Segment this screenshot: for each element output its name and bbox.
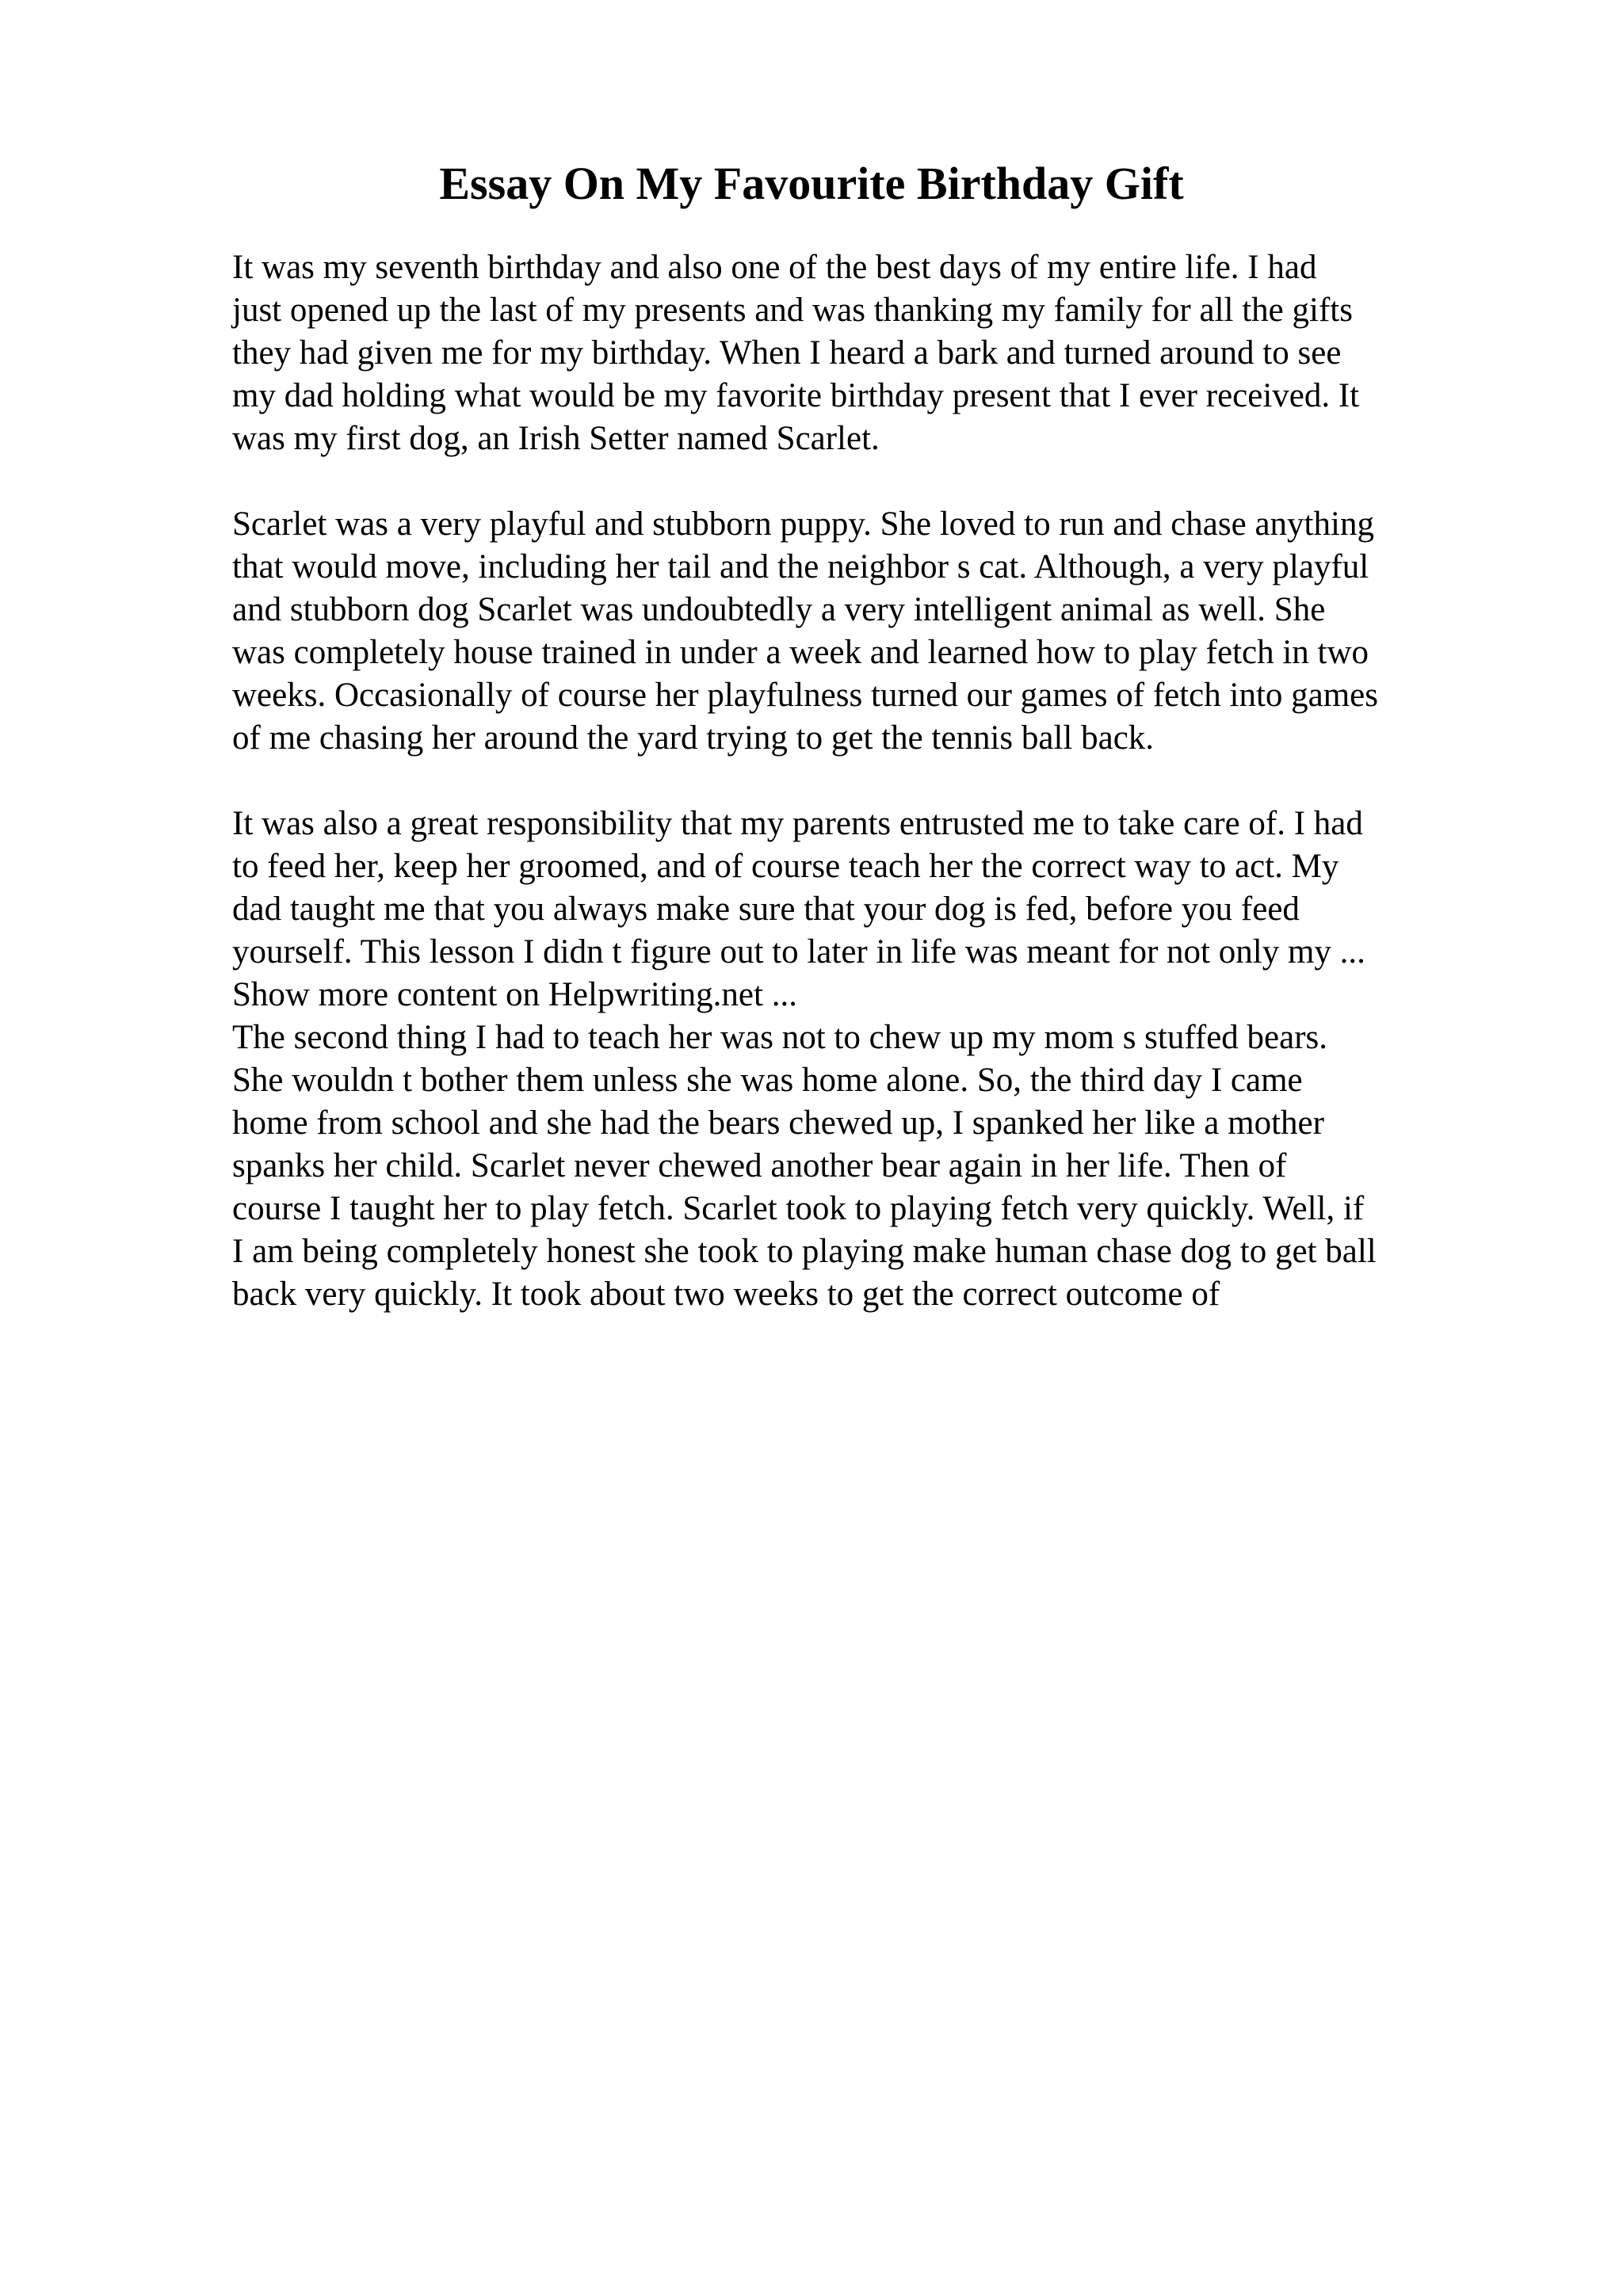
text-line: Scarlet was a very playful and stubborn puppy. She loved to run and chase anything — [232, 505, 1374, 543]
text-line: was my first dog, an Irish Setter named Scarlet. — [232, 420, 880, 457]
text-line: It was also a great responsibility that my parents entrusted me to take care of. I had — [232, 805, 1363, 842]
show-more-line: Show more content on Helpwriting.net ... — [232, 976, 797, 1013]
paragraph-gap — [232, 460, 1516, 503]
text-line: they had given me for my birthday. When I heard a bark and turned around to see — [232, 334, 1342, 372]
text-line: to feed her, keep her groomed, and of course teach her the correct way to act. My — [232, 848, 1339, 885]
text-line: It was my seventh birthday and also one of the best days of my entire life. I had — [232, 249, 1317, 286]
text-line: just opened up the last of my presents and was thanking my family for all the gifts — [232, 292, 1353, 329]
text-line: that would move, including her tail and the neighbor s cat. Although, a very playful — [232, 548, 1369, 585]
text-line: my dad holding what would be my favorite birthday present that I ever received. It — [232, 377, 1360, 414]
text-line: yourself. This lesson I didn t figure out to later in life was meant for not only my ... — [232, 933, 1365, 971]
text-line: and stubborn dog Scarlet was undoubtedly a very intelligent animal as well. She — [232, 591, 1326, 628]
text-line: dad taught me that you always make sure that your dog is fed, before you feed — [232, 891, 1300, 928]
document-title: Essay On My Favourite Birthday Gift — [439, 158, 1184, 209]
text-line: She wouldn t bother them unless she was home alone. So, the third day I came — [232, 1062, 1303, 1099]
text-line: of me chasing her around the yard trying to get the tennis ball back. — [232, 719, 1155, 757]
text-line: course I taught her to play fetch. Scarlet took to playing fetch very quickly. Well, if — [232, 1190, 1365, 1227]
text-line: back very quickly. It took about two weeks to get the correct outcome of — [232, 1276, 1220, 1313]
text-line: spanks her child. Scarlet never chewed another bear again in her life. Then of — [232, 1147, 1287, 1184]
text-line: I am being completely honest she took to playing make human chase dog to get ball — [232, 1233, 1377, 1270]
text-line: The second thing I had to teach her was not to chew up my mom s stuffed bears. — [232, 1019, 1328, 1056]
text-line: weeks. Occasionally of course her playfulness turned our games of fetch into games — [232, 677, 1379, 714]
text-line: home from school and she had the bears chewed up, I spanked her like a mother — [232, 1104, 1324, 1142]
document-body — [232, 246, 1516, 1316]
text-line: was completely house trained in under a week and learned how to play fetch in two — [232, 634, 1369, 671]
paragraph-gap — [232, 760, 1516, 803]
